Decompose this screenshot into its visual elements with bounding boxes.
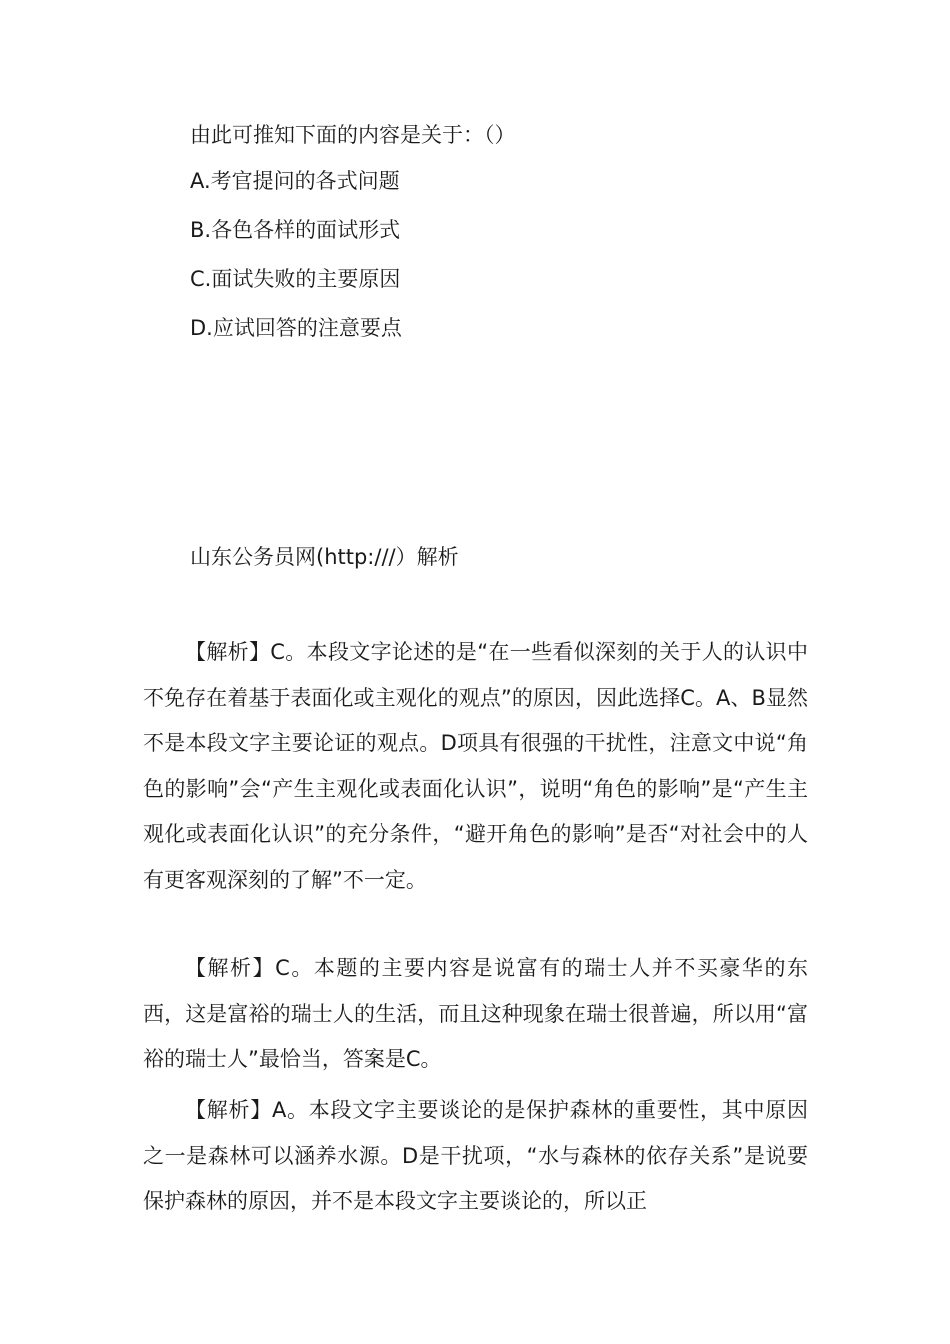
option-c: C.面试失败的主要原因 (190, 267, 401, 291)
analysis-paragraph-1: 【解析】C。本段文字论述的是“在一些看似深刻的关于人的认识中不免存在着基于表面化或主观化的观点”的原因，因此选择C。A、B显然不是本段文字主要论证的观点。D项具有很强的干扰性，注意文中说“角色的影响”会“产生主观化或表面化认识”，说明“角色的影响”是“产生主观化或表面化认识”的充分条件，“避开角色的影响”是否“对社会中的人有更客观深刻的了解”不一定。 (143, 640, 808, 892)
analysis-paragraph-3: 【解析】A。本段文字主要谈论的是保护森林的重要性，其中原因之一是森林可以涵养水源。D是干扰项，“水与森林的依存关系”是说要保护森林的原因，并不是本段文字主要谈论的，所以正 (143, 1098, 808, 1213)
analysis-paragraph-2: 【解析】C。本题的主要内容是说富有的瑞士人并不买豪华的东西，这是富裕的瑞士人的生活，而且这种现象在瑞士很普遍，所以用“富裕的瑞士人”最恰当，答案是C。 (143, 956, 808, 1071)
option-d: D.应试回答的注意要点 (190, 316, 402, 340)
source-heading: 山东公务员网(http:///）解析 (190, 545, 459, 569)
option-a: A.考官提问的各式问题 (190, 169, 400, 193)
question-prompt: 由此可推知下面的内容是关于：（） (190, 123, 516, 147)
option-b: B.各色各样的面试形式 (190, 218, 401, 242)
